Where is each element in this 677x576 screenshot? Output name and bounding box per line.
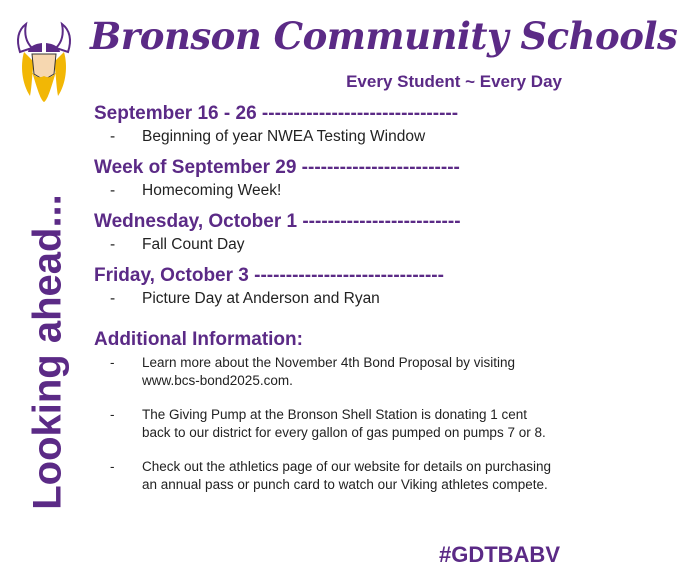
viking-logo-icon xyxy=(14,22,74,104)
event-detail-text: Fall Count Day xyxy=(142,236,245,253)
event-heading: September 16 - 26 ------------------------------- xyxy=(94,103,459,124)
dash-bullet: - xyxy=(110,236,116,253)
event-item xyxy=(94,101,564,149)
event-heading: Friday, October 3 ------------------------------ xyxy=(94,265,444,286)
dash-bullet: - xyxy=(110,355,115,370)
additional-info-item xyxy=(94,406,554,441)
dash-bullet: - xyxy=(110,128,116,145)
dash-bullet: - xyxy=(110,407,115,422)
additional-info-text: The Giving Pump at the Bronson Shell Station is donating 1 cent back to our district for every gallon of gas pumped on pumps 7 or 8. xyxy=(142,407,546,440)
tagline: Every Student ~ Every Day xyxy=(346,72,562,91)
event-detail-text: Homecoming Week! xyxy=(142,182,282,199)
event-detail xyxy=(94,181,564,203)
school-title: Bronson Community Schools xyxy=(90,14,677,58)
event-item xyxy=(94,209,564,257)
dash-bullet: - xyxy=(110,290,116,307)
additional-info-text: Check out the athletics page of our website for details on purchasing an annual pass or punch card to watch our Viking athletes compete. xyxy=(142,459,551,492)
additional-info-heading: Additional Information: xyxy=(94,329,303,350)
event-detail xyxy=(94,235,564,257)
dash-bullet: - xyxy=(110,182,116,199)
event-detail-text: Beginning of year NWEA Testing Window xyxy=(142,128,426,145)
event-detail xyxy=(94,127,564,149)
additional-info-item xyxy=(94,458,554,493)
event-detail xyxy=(94,289,564,311)
event-detail-text: Picture Day at Anderson and Ryan xyxy=(142,290,380,307)
additional-info-text: Learn more about the November 4th Bond Proposal by visiting www.bcs-bond2025.com. xyxy=(142,355,515,388)
hashtag: #GDTBABV xyxy=(438,542,560,567)
event-item xyxy=(94,263,564,311)
event-heading: Week of September 29 ------------------------- xyxy=(94,157,460,178)
events-list xyxy=(94,101,564,317)
looking-ahead-label: Looking ahead... xyxy=(25,194,70,510)
event-heading: Wednesday, October 1 ------------------------- xyxy=(94,211,461,232)
event-item xyxy=(94,155,564,203)
dash-bullet: - xyxy=(110,459,115,474)
additional-info xyxy=(94,328,554,510)
additional-info-item xyxy=(94,354,554,389)
